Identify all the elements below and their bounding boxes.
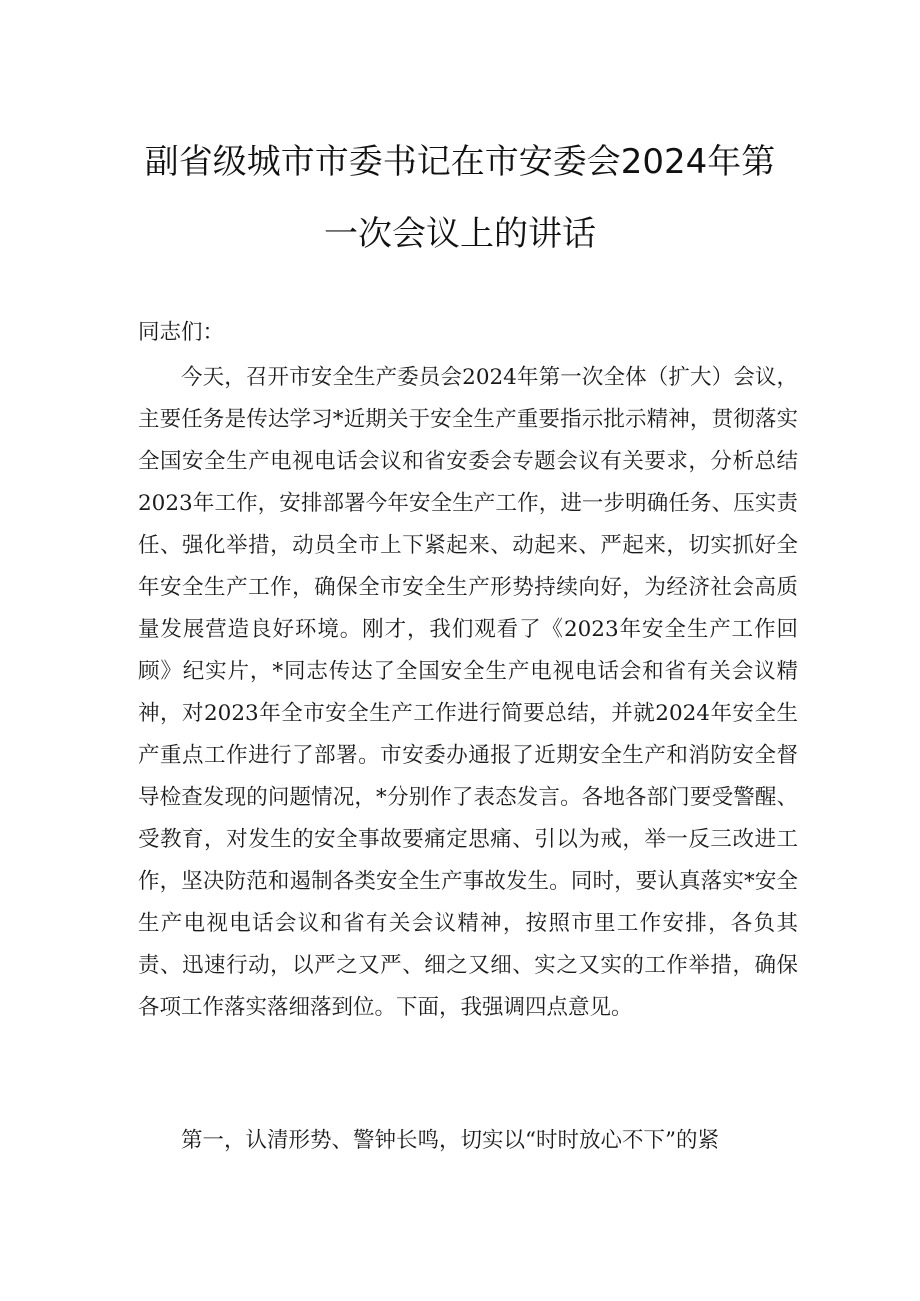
body-paragraph-1: 今天，召开市安全生产委员会2024年第一次全体（扩大）会议，主要任务是传达学习*近期关于安全生产重要指示批示精神，贯彻落实全国安全生产电视电话会议和省安委会专题会议有关要求，分析总结2023年工作，安排部署今年安全生产工作，进一步明确任务、压实责任、强化举措，动员全市上下紧起来、动起来、严起来，切实抓好全年安全生产工作，确保全市安全生产形势持续向好，为经济社会高质量发展营造良好环境。刚才，我们观看了《2023年安全生产工作回顾》纪实片，*同志传达了全国安全生产电视电话会和省有关会议精神，对2023年全市安全生产工作进行简要总结，并就2024年安全生产重点工作进行了部署。市安委办通报了近期安全生产和消防安全督导检查发现的问题情况，*分别作了表态发言。各地各部门要受警醒、受教育，对发生的安全事故要痛定思痛、引以为戒，举一反三改进工作，坚决防范和遏制各类安全生产事故发生。同时，要认真落实*安全生产电视电话会议和省有关会议精神，按照市里工作安排，各负其责、迅速行动，以严之又严、细之又细、实之又实的工作举措，确保各项工作落实落细落到位。下面，我强调四点意见。: [138, 365, 798, 1020]
body-paragraph-2: 第一，认清形势、警钟长鸣，切实以“时时放心不下”的紧: [181, 1128, 719, 1153]
document-title-line-2: 一次会议上的讲话: [324, 214, 596, 254]
document-title-line-1: 副省级城市市委书记在市安委会2024年第: [144, 142, 776, 182]
salutation: 同志们：: [138, 320, 225, 345]
